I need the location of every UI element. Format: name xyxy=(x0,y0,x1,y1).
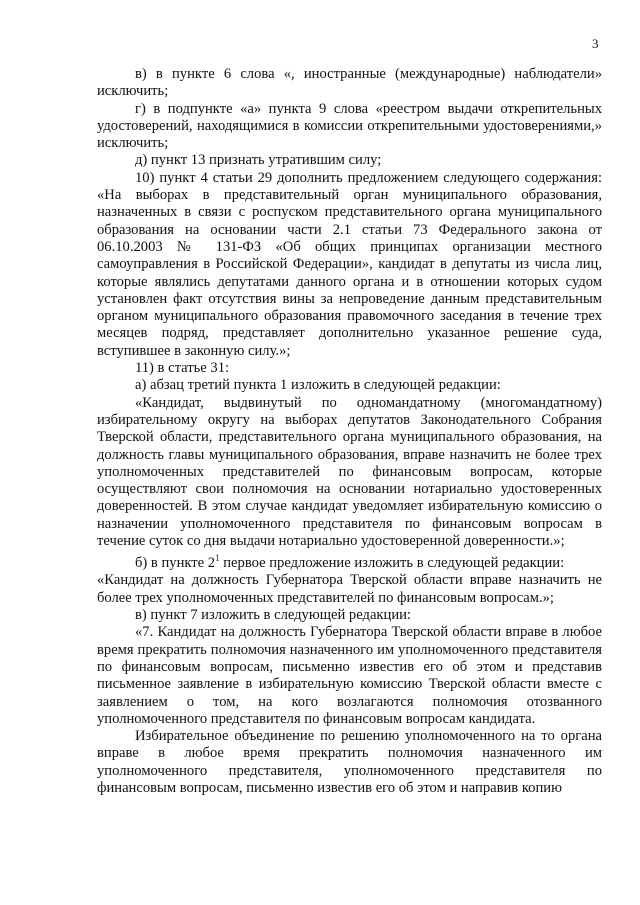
paragraph-item-v2: в) пункт 7 изложить в следующей редакции: xyxy=(135,607,411,624)
paragraph-quote-candidate: «Кандидат, выдвинутый по одномандатному (многомандатному) избирательному округу на выборах депутатов Законодательного Собрания Тверской области, представительного органа муниципального образования, на должность главы муниципального образования, вправе назначить не более трех уполномоченных представителей по финансовым вопросам, которые осуществляют свои полномочия на основании нотариально удостоверенных доверенностей. В этом случае кандидат уведомляет избирательную комиссию о назначении уполномоченного представителя по финансовым вопросам в течение суток со дня выдачи нотариально удостоверенной доверенности.»; xyxy=(97,394,602,550)
paragraph-item-b xyxy=(97,550,602,572)
paragraph-quote-governor: «Кандидат на должность Губернатора Тверской области вправе назначить не более трех уполномоченных представителей по финансовым вопросам.»; xyxy=(97,572,602,606)
paragraph-item-g: г) в подпункте «а» пункта 9 слова «реестром выдачи открепительных удостоверений, находящимися в комиссии открепительными удостоверениями,» исключить; xyxy=(97,100,602,152)
paragraph-item-v: в) в пункте 6 слова «, иностранные (международные) наблюдатели» исключить; xyxy=(97,66,602,100)
page-number: 3 xyxy=(592,36,599,51)
paragraph-item-11: 11) в статье 31: xyxy=(135,360,230,377)
item-b-before: б) в пункте 2 xyxy=(135,555,216,572)
item-b-superscript: 1 xyxy=(215,553,220,564)
item-b-after: первое предложение изложить в следующей редакции: xyxy=(219,555,565,572)
paragraph-item-a: а) абзац третий пункта 1 изложить в следующей редакции: xyxy=(135,377,501,394)
document-body xyxy=(97,66,602,797)
paragraph-item-d: д) пункт 13 признать утратившим силу; xyxy=(135,152,382,169)
paragraph-point-7: «7. Кандидат на должность Губернатора Тверской области вправе в любое время прекратить полномочия назначенного им уполномоченного представителя по финансовым вопросам, письменно известив его об этом и представив письменное заявление в избирательную комиссию Тверской области вместе с заявлением о том, на кого возлагаются полномочия отозванного уполномоченного представителя по финансовым вопросам кандидата. xyxy=(97,624,602,727)
paragraph-item-10: 10) пункт 4 статьи 29 дополнить предложением следующего содержания: «На выборах в представительный орган муниципального образования, назначенных в связи с роспуском представительного органа муниципального образования на основании части 2.1 статьи 73 Федерального закона от 06.10.2003 № 131-ФЗ «Об общих принципах организации местного самоуправления в Российской Федерации», кандидат в депутаты из числа лиц, которые являлись депутатами данного органа и в отношении которых судом установлен факт отсутствия вины за непроведение данным представительным органом муниципального образования правомочного заседания в течение трех месяцев подряд, представляет дополнительно указанное решение суда, вступившее в законную силу.»; xyxy=(97,169,602,359)
paragraph-association: Избирательное объединение по решению уполномоченного на то органа вправе в любое время прекратить полномочия назначенного им уполномоченного представителя, уполномоченного представителя по финансовым вопросам, письменно известив его об этом и направив копию xyxy=(97,728,602,797)
